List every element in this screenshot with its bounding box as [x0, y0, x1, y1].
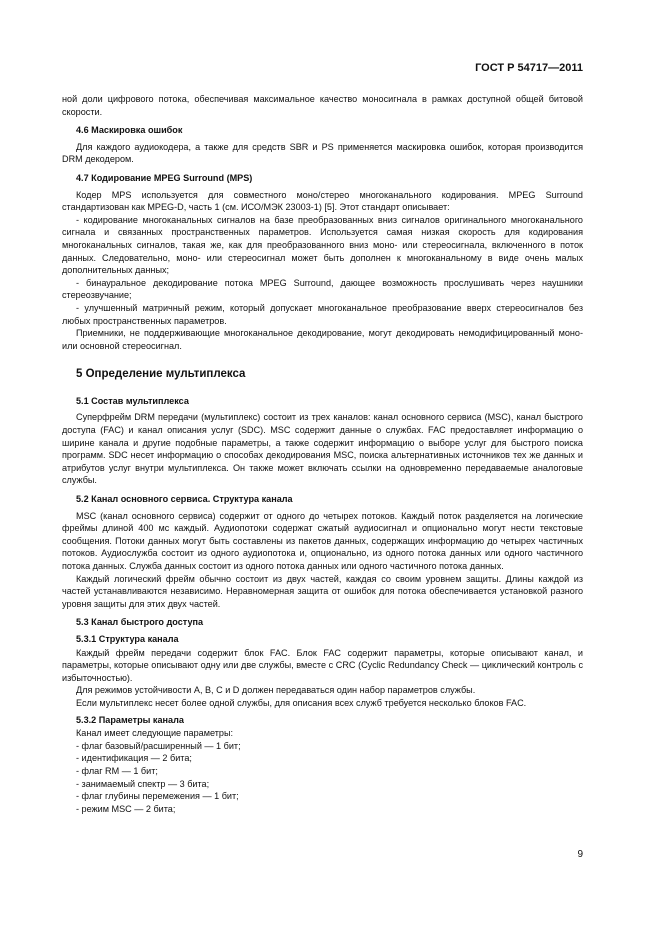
parameter-list-item: - занимаемый спектр — 3 бита; — [76, 778, 210, 789]
parameter-list-item: - флаг глубины перемежения — 1 бит; — [76, 791, 239, 802]
parameter-list-item: - флаг базовый/расширенный — 1 бит; — [76, 740, 241, 751]
section-4-6-paragraph: Для каждого аудиокодера, а также для средств SBR и PS применяется маскировка ошибок, которая производится DRM декодером. — [62, 141, 583, 165]
page-body — [62, 93, 583, 815]
section-4-7-bullet: - кодирование многоканальных сигналов на базе преобразованных вниз сигналов оригинального многоканального сигнала и связанных пространственных параметров. Используется самая низкая скорость для кодирования многоканальных сигналов, такая же, как для преобразованного вниз моно- или стереосигнала, включенного в поток данных. Следовательно, моно- или стереосигнал может быть дополнен к многоканальному в виде очень малых дополнительных данных; — [62, 214, 583, 276]
section-4-7-paragraph: Приемники, не поддерживающие многоканальное декодирование, могут декодировать немодифицированный моно- или основной стереосигнал. — [62, 328, 583, 351]
section-5-1-heading: 5.1 Состав мультиплекса — [76, 395, 189, 406]
section-4-7-bullet: - бинауральное декодирование потока MPEG Surround, дающее возможность прослушивать через наушники стереозвучание; — [62, 277, 583, 301]
parameter-list-item: - идентификация — 2 бита; — [76, 753, 192, 764]
document-header: ГОСТ Р 54717—2011 — [475, 62, 583, 74]
page-number: 9 — [577, 849, 583, 860]
parameter-list-item: - режим MSC — 2 бита; — [76, 803, 176, 814]
section-5-2-paragraph: MSC (канал основного сервиса) содержит от одного до четырех потоков. Каждый поток разделяется на логические фреймы длиной 400 мс каждый. Аудиопотоки содержат сжатый аудиосигнал и опционально могут нести текстовые сообщения. Потоки данных могут быть составлены из пакетов данных, содержащих информацию до четырех частичных потоков. Аудиослужба состоит из одного аудиопотока и, опционально, из одного потока данных или одного частичного потока данных. Служба данных состоит из одного потока данных или одного частичного потока данных. — [62, 510, 583, 571]
section-5-2-paragraph: Каждый логический фрейм обычно состоит из двух частей, каждая со своим уровнем защиты. Длины каждой из частей устанавливаются независимо. Неравномерная защита от ошибок для потока обеспечивается установкой разного уровня защиты для этих двух частей. — [62, 573, 583, 609]
section-5-2-heading: 5.2 Канал основного сервиса. Структура канала — [76, 494, 293, 505]
section-5-3-1-paragraph: Для режимов устойчивости А, В, С и D должен передаваться один набор параметров службы. — [76, 685, 476, 696]
section-5-1-paragraph: Суперфрейм DRM передачи (мультиплекс) состоит из трех каналов: канал основного сервиса (MSC), канал быстрого доступа (FAC) и канал описания услуг (SDC). MSC содержит данные о службах. FAC предоставляет информацию о ширине канала и другие подобные параметры, а также содержит информацию о выборе услуг для быстрого поиска программ. SDC несет информацию о способах декодирования MSC, поиска альтернативных источников тех же данных и атрибутов услуг внутри мультиплекса. Он также может включать ссылки на одновременно передаваемые аналоговые службы. — [62, 412, 583, 486]
section-5-3-heading: 5.3 Канал быстрого доступа — [76, 617, 204, 628]
section-5-3-1-paragraph: Каждый фрейм передачи содержит блок FAC. Блок FAC содержит параметры, которые описывают канал, и параметры, которые описывают одну или две службы, вместе с CRC (Cyclic Redundancy Check — циклический контроль с избыточностью). — [62, 647, 583, 683]
paragraph-intro: ной доли цифрового потока, обеспечивая максимальное качество моносигнала в рамках доступной общей битовой скорости. — [62, 94, 583, 117]
section-4-7-bullet: - улучшенный матричный режим, который допускает многоканальное преобразование вверх стереосигналов без любых пространственных параметров. — [62, 302, 583, 326]
section-4-7-heading: 4.7 Кодирование MPEG Surround (MPS) — [76, 172, 253, 183]
section-4-6-heading: 4.6 Маскировка ошибок — [76, 125, 183, 136]
section-5-3-2-heading: 5.3.2 Параметры канала — [76, 714, 184, 725]
section-5-3-1-heading: 5.3.1 Структура канала — [76, 633, 179, 644]
section-5-heading: 5 Определение мультиплекса — [76, 368, 246, 381]
section-5-3-2-paragraph: Канал имеет следующие параметры: — [76, 728, 234, 739]
section-5-3-1-paragraph: Если мультиплекс несет более одной службы, для описания всех служб требуется несколько блоков FAC. — [76, 697, 527, 708]
section-4-7-paragraph: Кодер MPS используется для совместного моно/стерео многоканального кодирования. MPEG Surround стандартизован как MPEG-D, часть 1 (см. ИСО/МЭК 23003-1) [5]. Этот стандарт описывает: — [62, 189, 583, 213]
parameter-list-item: - флаг RM — 1 бит; — [76, 765, 158, 776]
